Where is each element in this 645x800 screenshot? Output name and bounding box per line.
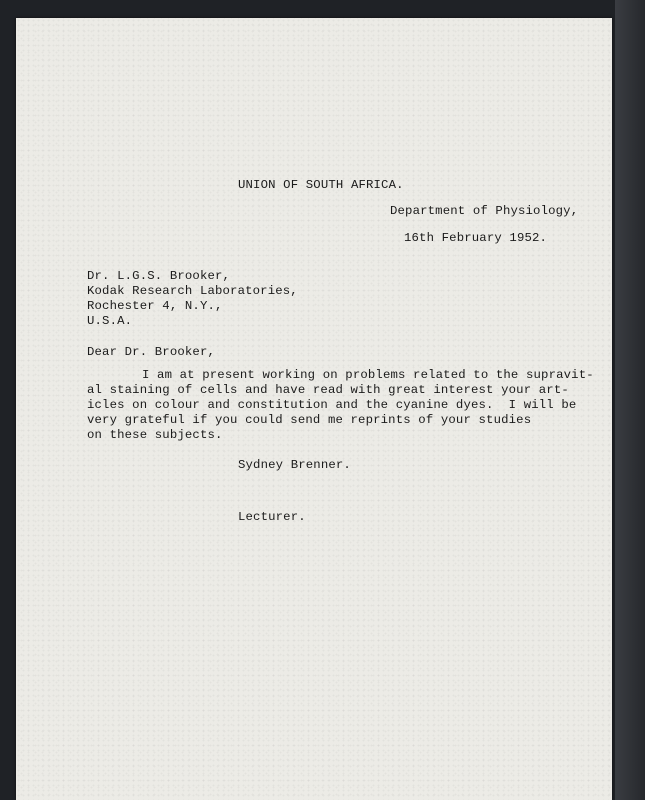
- body-line: al staining of cells and have read with great interest your art-: [87, 383, 569, 397]
- salutation: Dear Dr. Brooker,: [87, 345, 215, 359]
- folder-edge: [615, 0, 645, 800]
- letter-date: 16th February 1952.: [404, 231, 548, 245]
- recipient-line: U.S.A.: [87, 314, 133, 328]
- body-line: icles on colour and constitution and the cyanine dyes. I will be: [87, 398, 577, 412]
- body-line: I am at present working on problems related to the supravit-: [142, 368, 594, 382]
- signer-title: Lecturer.: [238, 510, 306, 524]
- letter-heading: UNION OF SOUTH AFRICA.: [238, 178, 404, 192]
- department-line: Department of Physiology,: [390, 204, 579, 218]
- signature: Sydney Brenner.: [238, 458, 351, 472]
- recipient-line: Rochester 4, N.Y.,: [87, 299, 223, 313]
- recipient-line: Kodak Research Laboratories,: [87, 284, 298, 298]
- letter-page: [16, 18, 612, 800]
- recipient-line: Dr. L.G.S. Brooker,: [87, 269, 231, 283]
- body-line: on these subjects.: [87, 428, 223, 442]
- body-line: very grateful if you could send me reprints of your studies: [87, 413, 532, 427]
